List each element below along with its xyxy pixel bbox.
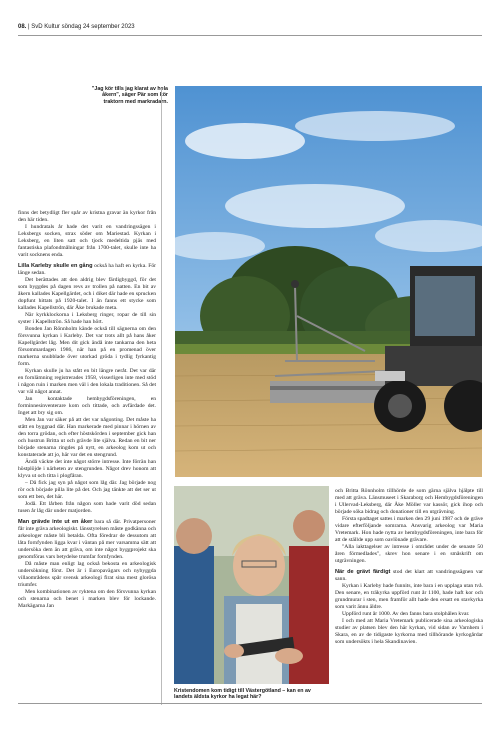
paragraph: Kyrkan skulle ju ha stått en bit längre neråt. Det var där en fornlämning registrerades 1958, visserligen inte med stöd i någon ruin i marken men väl i den lokala traditionen. Så det var väl något annat. bbox=[18, 368, 156, 395]
header-rule bbox=[18, 35, 482, 36]
paragraph: Jodå. Ett lårben från någon som hade varit död sedan tusen år låg där under matjorden. bbox=[18, 501, 156, 514]
paragraph: Lilla Karleby skulle en gång också ha haft en kyrka. För länge sedan. bbox=[18, 263, 156, 276]
photo-top bbox=[175, 86, 482, 477]
paragraph: Men Jan var säker på att det var någonting. Det måste ha stått en byggnad där. Han markerade med pinnar i hörnen av den torra grödan, och efter höstskörden i september gick han och hustrun Britta ut och grävde lite själva. Redan en bit ner började stenarna ringdes på nytt, en arkeolog kom ut och konstaterade att jo, här var det en stengrund. bbox=[18, 417, 156, 458]
people-tablet-illustration bbox=[174, 486, 329, 684]
paragraph: När kyrkklockorna i Leksberg ringer, ropar de till sin syster i Kapellströn. Så hade han hört. bbox=[18, 312, 156, 325]
page-number: 08. bbox=[18, 24, 27, 30]
paragraph: Jan kontaktade hembygdsföreningen, en forminnesinventerare kom och tittade, och avfärdade det. Inget att bry sig om. bbox=[18, 396, 156, 416]
photo-top-caption: "Jag kör tills jag klarat av hela åkern", säger Pär som kör traktorn med markradarn. bbox=[91, 86, 168, 105]
page-header bbox=[18, 24, 135, 30]
paragraph: Kyrkan i Karleby hade funnits, inte bara i en upplaga utan två. Den senare, en träkyrka uppförd runt år 1100, hade haft kor och grundmurar i sten, men framför allt hade den ersatt en stavkyrka som varit ännu äldre. bbox=[335, 583, 483, 610]
paragraph: och Britta Rönnholm tillhörde de som gärna själva hjälpte till med att gräva. Länsmuseet i Skaraborg och Hembygdsföreningen i Ullervad-Leksberg, där Åke Möller var kassör, gick ihop och började söka bidrag och donationer till en utgrävning. bbox=[335, 488, 483, 515]
photo-bottom bbox=[174, 486, 329, 684]
tractor-radar-illustration bbox=[175, 86, 482, 477]
paragraph: – Då fick jag syn på något som låg där. Jag började nog rör och började pilla lite på det. Och jag tänkte att det ser ut som ett ben, det här. bbox=[18, 480, 156, 500]
paragraph: Då måste man enligt lag också bekosta en arkeologisk undersökning först. Det är i Europavägars och nybyggda villaområdens spår svensk arkeologi firat sina mest glorösa triumfer. bbox=[18, 561, 156, 588]
paragraph: Ändå väckte det inte något större intresse. Inte förrän han höstplöjde i närheten av stengrunden. Något drev honom att klyva ut och titta i plogfåran. bbox=[18, 459, 156, 479]
paragraph: Uppförd runt år 1000. Av den fanns bara stolphålen kvar. bbox=[342, 611, 470, 617]
photo-bottom-caption: Kristendomen kom tidigt till Västergötland – kan en av landets äldsta kyrkor ha legat här? bbox=[174, 688, 311, 701]
paragraph: finns det betydligt fler spår av kristna gravar än kyrkor från den här tiden. bbox=[18, 210, 156, 223]
paragraph: I hundratals år hade det varit en vandringssägen i Leksbergs socken, strax söder om Mariestad. Kyrkan i Leksberg, en liten satt och tjock medeltida pjäs med fantastiska plafondmålningar från 1700-talet, skulle inte ha varit socknens enda. bbox=[18, 224, 156, 258]
paragraph: Man grävde inte ut en åker bara så där. Privatpersoner får inte gräva arkeologiskt. länsstyrelsen måste godkänna och arkeologer måste bli betalda. Ofta föredrar de dessutom att låta fornfynden ligga kvar i väntan på mer varsamma sätt att undersöka dem än att gräva, om inte något byggprojekt ska genomföras vars betydelse trumfar fornfynden. bbox=[18, 519, 156, 560]
body-column-3 bbox=[335, 488, 483, 646]
page-bottom-rule bbox=[18, 703, 482, 704]
paragraph: Det berättades att den aldrig blev färdigbyggd, för det som byggdes på dagen revs av trollen på natten. En bit av åkern kallades Kapellgärdet, och i diket där hade en sprucken dopfunt hittats på 1920-talet. I än fanns ett stycke som kallades Kapellströn, där Åke brukade meta. bbox=[18, 277, 156, 311]
body-column-1 bbox=[18, 210, 156, 610]
paragraph: "Alla iakttagelser av intresse i området under de senaste 50 åren förmedlades", skrev hon senare i en småskrift om utgrävningen. bbox=[335, 544, 483, 564]
paragraph: Bonden Jan Rönnholm kände också till sägnerna om den försvunna kyrkan i Karleby. Det var trots allt på hans åker Kapellgärdet låg. Men dit gick ändå inte tankarna den heta försommardagen 1986, när han på en promenad över markerna snubblade över utorkad gröda i tydlig fyrkantig form. bbox=[18, 326, 156, 367]
paragraph: Men kombinationen av ryktena om den försvunna kyrkan och stenarna och benet i marken blev för lockande. Markägarna Jan bbox=[18, 589, 156, 609]
column-divider bbox=[161, 88, 162, 705]
paragraph: I och med att Maria Vretemark publicerade sina arkeologiska studier av platsen blev den här kyrkan, vid sidan av Varnhem i Skara, en av de tidigaste kyrkorna med tillhörande kyrkogårdar som undersökts i hela Skandinavien. bbox=[335, 618, 483, 645]
paragraph: Första spadtaget sattes i marken den 29 juni 1987 och de gräve vidare efterföljande somrarna. Ansvarig arkeolog var Maria Vretemark. Hon hade nytta av hembygdsföreningen, inte bara för att de ställde upp som oavlönade grävare. bbox=[335, 516, 483, 543]
publication-line: SvD Kultur söndag 24 september 2023 bbox=[31, 24, 135, 30]
header-separator: | bbox=[28, 24, 32, 30]
paragraph: När de grävt färdigt stod det klart att vandringssägnen var sann. bbox=[335, 569, 483, 582]
